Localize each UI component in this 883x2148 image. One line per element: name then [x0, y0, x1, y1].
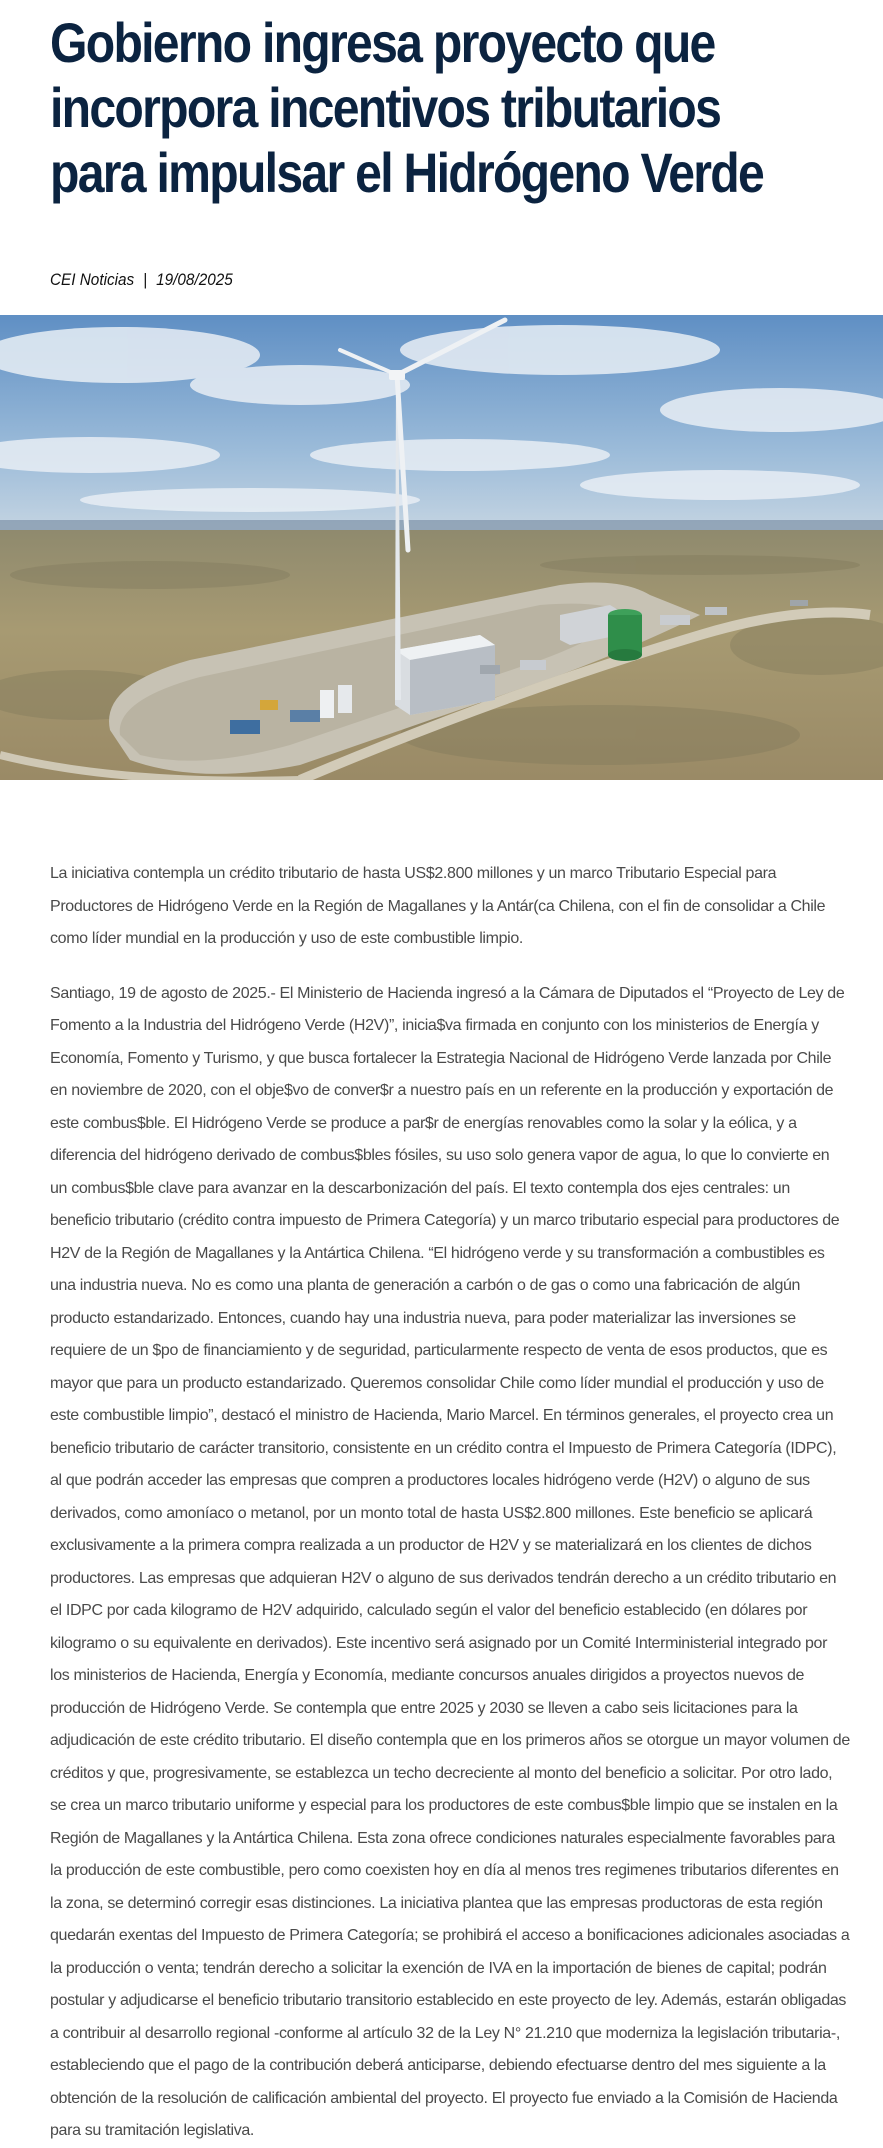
article-body [50, 858, 850, 2148]
article-paragraph: Santiago, 19 de agosto de 2025.- El Ministerio de Hacienda ingresó a la Cámara de Diputados el “Proyecto de Ley de Fomento a la Industria del Hidrógeno Verde (H2V)”, inicia$va firmada en conjunto con los ministerios de Energía y Economía, Fomento y Turismo, y que busca fortalecer la Estrategia Nacional de Hidrógeno Verde lanzada por Chile en noviembre de 2020, con el obje$vo de conver$r a nuestro país en un referente en la producción y exportación de este combus$ble. El Hidrógeno Verde se produce a par$r de energías renovables como la solar y la eólica, y a diferencia del hidrógeno derivado de combus$bles fósiles, su uso solo genera vapor de agua, lo que lo convierte en un combus$ble clave para avanzar en la descarbonización del país. El texto contempla dos ejes centrales: un beneficio tributario (crédito contra impuesto de Primera Categoría) y un marco tributario especial para productores de H2V de la Región de Magallanes y la Antártica Chilena. “El hidrógeno verde y su transformación a combustibles es una industria nueva. No es como una planta de generación a carbón o de gas o como una fabricación de algún producto estandarizado. Entonces, cuando hay una industria nueva, para poder materializar las inversiones se requiere de un $po de financiamiento y de seguridad, particularmente respecto de venta de esos productos, que es mayor que para un producto estandarizado. Queremos consolidar Chile como líder mundial el producción y uso de este combustible limpio”, destacó el ministro de Hacienda, Mario Marcel. En términos generales, el proyecto crea un beneficio tributario de carácter transitorio, consistente en un crédito contra el Impuesto de Primera Categoría (IDPC), al que podrán acceder las empresas que compren a productores locales hidrógeno verde (H2V) o alguno de sus derivados, como amoníaco o metanol, por un monto total de hasta US$2.800 millones. Este beneficio se aplicará exclusivamente a la primera compra realizada a un productor de H2V y se materializará en los clientes de dichos productores. Las empresas que adquieran H2V o alguno de sus derivados tendrán derecho a un crédito tributario en el IDPC por cada kilogramo de H2V adquirido, calculado según el valor del beneficio establecido (en dólares por kilogramo o su equivalente en derivados). Este incentivo será asignado por un Comité Interministerial integrado por los ministerios de Hacienda, Energía y Economía, mediante concursos anuales dirigidos a proyectos nuevos de producción de Hidrógeno Verde. Se contempla que entre 2025 y 2030 se lleven a cabo seis licitaciones para la adjudicación de este crédito tributario. El diseño contempla que en los primeros años se otorgue un mayor volumen de créditos y que, progresivamente, se establezca un techo decreciente al monto del beneficio a solicitar. Por otro lado, se crea un marco tributario uniforme y especial para los productores de este combus$ble limpio que se instalen en la Región de Magallanes y la Antártica Chilena. Esta zona ofrece condiciones naturales especialmente favorables para la producción de este combustible, pero como coexisten hoy en día al menos tres regimenes tributarios diferentes en la zona, se determinó corregir esas distinciones. La iniciativa plantea que las empresas productoras de esta región quedarán exentas del Impuesto de Primera Categoría; se prohibirá el acceso a bonificaciones adicionales asociadas a la producción o venta; tendrán derecho a solicitar la exención de IVA en la importación de bienes de capital; podrán postular y adjudicarse el beneficio tributario transitorio establecido en este proyecto de ley. Además, estarán obligadas a contribuir al desarrollo regional -conforme al artículo 32 de la Ley N° 21.210 que moderniza la legislación tributaria-, estableciendo que el pago de la contribución deberá anticiparse, debiendo efectuarse dentro del mes siguiente a la obtención de la resolución de calificación ambiental del proyecto. El proyecto fue enviado a la Comisión de Hacienda para su tramitación legislativa. [50, 984, 850, 2139]
hero-illustration [0, 315, 883, 780]
hero-image [0, 315, 883, 780]
title-line: incorpora incentivos tributarios [50, 76, 721, 139]
title-line: para impulsar el Hidrógeno Verde [50, 141, 764, 204]
article-source: CEI Noticias [50, 270, 135, 289]
article-lead: La iniciativa contempla un crédito tributario de hasta US$2.800 millones y un marco Tributario Especial para Productores de Hidrógeno Verde en la Región de Magallanes y la Antár(ca Chilena, con el fin de consolidar a Chile como líder mundial en la producción y uso de este combustible limpio. [50, 865, 826, 947]
article-meta [50, 270, 233, 290]
meta-separator: | [143, 270, 148, 289]
title-line: Gobierno ingresa proyecto que [50, 11, 715, 74]
article-title [50, 10, 764, 205]
article-date: 19/08/2025 [156, 270, 233, 289]
